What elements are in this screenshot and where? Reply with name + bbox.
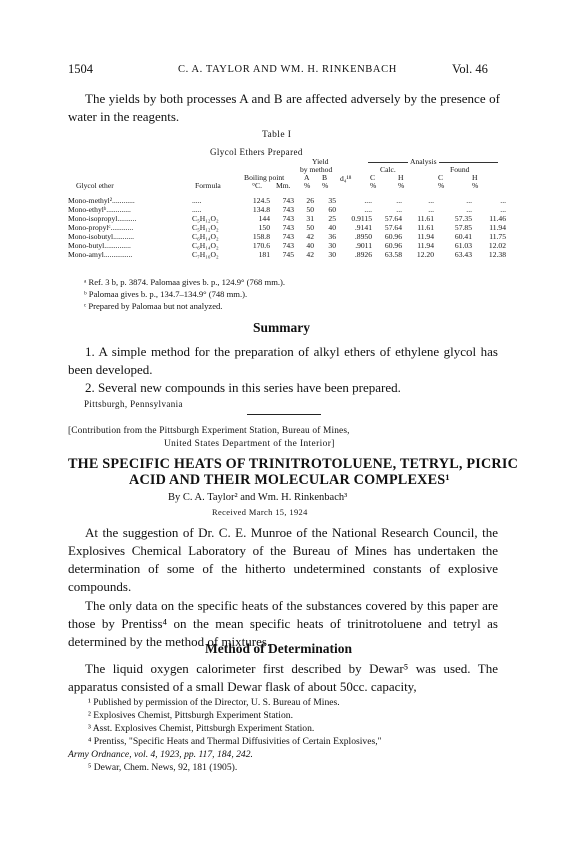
cell-name: Mono-propylᶜ............ [68, 223, 134, 232]
table-row [66, 232, 508, 241]
table-footnote: ᵃ Ref. 3 b, p. 3874. Palomaa gives b. p., 124.9° (768 mm.). [84, 277, 286, 287]
cell-formula: C₇H₁₆O₂ [192, 250, 219, 259]
footnote: ¹ Published by permission of the Director, U. S. Bureau of Mines. [88, 697, 340, 708]
cell-calc-h: 11.94 [417, 241, 434, 250]
cell-name: Mono-ethylᵇ............. [68, 205, 131, 214]
cell-bp-c: 158.8 [252, 232, 270, 241]
cell-d: .8950 [354, 232, 372, 241]
cell-bp-c: 170.6 [252, 241, 270, 250]
cell-found-h: 11.75 [489, 232, 506, 241]
header-b-pct: % [322, 181, 329, 190]
table-row [66, 223, 508, 232]
cell-formula: C₆H₁₄O₂ [192, 241, 219, 250]
cell-a: 50 [306, 223, 314, 232]
table-footnote: ᶜ Prepared by Palomaa but not analyzed. [84, 301, 223, 311]
table-row [66, 214, 508, 223]
cell-a: 40 [306, 241, 314, 250]
cell-bp-mm: 745 [282, 250, 294, 259]
cell-bp-c: 150 [258, 223, 270, 232]
cell-d: 0.9115 [351, 214, 372, 223]
cell-d: .... [364, 205, 372, 214]
cell-a: 42 [306, 250, 314, 259]
contribution-line: United States Department of the Interior] [164, 439, 335, 449]
cell-b: 25 [328, 214, 336, 223]
cell-name: Mono-isopropyl.......... [68, 214, 137, 223]
cell-name: Mono-methyl²............ [68, 196, 135, 205]
cell-found-h: ... [500, 205, 506, 214]
cell-a: 26 [306, 196, 314, 205]
cell-a: 31 [306, 214, 314, 223]
footnote: ⁴ Prentiss, "Specific Heats and Thermal Diffusivities of Certain Explosives," [88, 736, 382, 747]
running-title: C. A. TAYLOR AND WM. H. RINKENBACH [178, 64, 397, 75]
table-row [66, 205, 508, 214]
cell-found-h: 11.94 [489, 223, 506, 232]
cell-calc-h: 12.20 [416, 250, 434, 259]
header-calc: Calc. [380, 165, 396, 174]
article-paragraph: At the suggestion of Dr. C. E. Munroe of the National Research Council, the Explosives Chemical Laboratory of the Bureau of Mines has undertaken the determination of some of the hitherto undetermined constants of explosive compounds. [68, 525, 498, 594]
header-a-pct: % [304, 181, 311, 190]
cell-calc-c: 60.96 [384, 232, 402, 241]
cell-calc-c: 60.96 [384, 241, 402, 250]
section-divider [247, 414, 321, 415]
cell-calc-h: ... [428, 205, 434, 214]
cell-bp-c: 124.5 [252, 196, 270, 205]
article-paragraph: The only data on the specific heats of the substances covered by this paper are those by Prentiss⁴ on the mean specific heats of trinitrotoluene and tetryl as determined by the method of mixtures. [68, 598, 498, 649]
header-analysis: Analysis [410, 157, 437, 166]
header-pct-1: % [370, 181, 377, 190]
cell-b: 60 [328, 205, 336, 214]
header-pct-3: % [438, 181, 445, 190]
cell-found-h: 12.38 [488, 250, 506, 259]
volume-label: Vol. 46 [452, 62, 488, 76]
cell-name: Mono-isobutyl........... [68, 232, 135, 241]
article-title: THE SPECIFIC HEATS OF TRINITROTOLUENE, TETRYL, PICRIC [68, 456, 519, 472]
cell-name: Mono-amyl............... [68, 250, 133, 259]
header-yield-method: by method [300, 165, 333, 174]
header-formula: Formula [195, 181, 221, 190]
cell-bp-mm: 743 [282, 241, 294, 250]
table-label: Table I [262, 130, 292, 140]
header-found-h: H [472, 173, 478, 182]
cell-b: 30 [328, 250, 336, 259]
header-found-c: C [438, 173, 444, 182]
header-bp-mm: Mm. [276, 181, 291, 190]
page-number: 1504 [68, 62, 93, 76]
cell-b: 36 [328, 232, 336, 241]
cell-formula: C₅H₁₂O₂ [192, 223, 219, 232]
contribution-line: [Contribution from the Pittsburgh Experiment Station, Bureau of Mines, [68, 426, 350, 436]
cell-formula: ..... [192, 205, 202, 214]
cell-d: .9141 [354, 223, 372, 232]
cell-calc-h: 11.94 [417, 232, 434, 241]
footnote: ² Explosives Chemist, Pittsburgh Experiment Station. [88, 710, 293, 721]
cell-b: 30 [328, 241, 336, 250]
header-boiling-point: Boiling point [244, 173, 285, 182]
footnote: ⁵ Dewar, Chem. News, 92, 181 (1905). [88, 762, 238, 773]
cell-bp-c: 181 [258, 250, 270, 259]
summary-location: Pittsburgh, Pennsylvania [84, 399, 183, 409]
cell-found-c: ... [466, 196, 472, 205]
summary-item: 2. Several new compounds in this series have been prepared. [85, 380, 401, 395]
cell-found-h: 12.02 [488, 241, 506, 250]
cell-bp-mm: 743 [282, 232, 294, 241]
cell-calc-c: ... [396, 205, 402, 214]
summary-item: 1. A simple method for the preparation of alkyl ethers of ethylene glycol has been developed. [68, 344, 498, 377]
cell-calc-h: 11.61 [417, 223, 434, 232]
cell-a: 50 [306, 205, 314, 214]
summary-heading: Summary [253, 320, 310, 335]
cell-formula: C₆H₁₄O₂ [192, 232, 219, 241]
method-heading: Method of Determination [205, 641, 352, 656]
article-paragraph: The liquid oxygen calorimeter first described by Dewar⁵ was used. The apparatus consisted of a small Dewar flask of about 50cc. capacity, [68, 661, 498, 694]
header-a: A [304, 173, 310, 182]
header-calc-c: C [370, 173, 376, 182]
article-authors: By C. A. Taylor² and Wm. H. Rinkenbach³ [168, 492, 348, 503]
cell-b: 35 [328, 196, 336, 205]
cell-bp-mm: 743 [282, 205, 294, 214]
glycol-ethers-table [66, 196, 508, 259]
cell-found-c: 57.85 [454, 223, 472, 232]
table-row [66, 241, 508, 250]
cell-found-h: 11.46 [489, 214, 506, 223]
cell-bp-mm: 743 [282, 223, 294, 232]
cell-found-c: 63.43 [454, 250, 472, 259]
cell-b: 40 [328, 223, 336, 232]
header-density: d₄¹⁸ [340, 174, 352, 183]
cell-calc-h: 11.61 [417, 214, 434, 223]
cell-formula: C₅H₁₂O₂ [192, 214, 219, 223]
cell-found-c: 57.35 [454, 214, 472, 223]
cell-name: Mono-butyl.............. [68, 241, 131, 250]
intro-paragraph: The yields by both processes A and B are affected adversely by the presence of water in the reagents. [68, 91, 500, 124]
table-title: Glycol Ethers Prepared [210, 147, 303, 157]
cell-d: .8926 [354, 250, 372, 259]
cell-found-c: 61.03 [454, 241, 472, 250]
cell-found-h: ... [500, 196, 506, 205]
header-pct-4: % [472, 181, 479, 190]
cell-calc-c: 57.64 [384, 214, 402, 223]
header-calc-h: H [398, 173, 404, 182]
header-bp-c: °C. [252, 181, 263, 190]
table-row [66, 196, 508, 205]
table-footnote: ᵇ Palomaa gives b. p., 134.7–134.9° (748 mm.). [84, 289, 248, 299]
footnote: ³ Asst. Explosives Chemist, Pittsburgh Experiment Station. [88, 723, 315, 734]
header-glycol-ether: Glycol ether [76, 181, 114, 190]
cell-formula: ..... [192, 196, 202, 205]
article-title: ACID AND THEIR MOLECULAR COMPLEXES¹ [129, 472, 450, 488]
cell-calc-c: 63.58 [384, 250, 402, 259]
cell-d: .9011 [355, 241, 372, 250]
cell-bp-c: 134.8 [252, 205, 270, 214]
table-row [66, 250, 508, 259]
header-yield: Yield [312, 157, 329, 166]
received-date: Received March 15, 1924 [212, 508, 308, 517]
cell-calc-h: ... [428, 196, 434, 205]
table-header [68, 158, 500, 198]
header-found: Found [450, 165, 470, 174]
cell-found-c: ... [466, 205, 472, 214]
cell-a: 42 [306, 232, 314, 241]
cell-d: .... [364, 196, 372, 205]
header-b: B [322, 173, 328, 182]
footnote-continuation: Army Ordnance, vol. 4, 1923, pp. 117, 184, 242. [68, 749, 253, 760]
cell-bp-mm: 743 [282, 196, 294, 205]
cell-calc-c: ... [396, 196, 402, 205]
cell-bp-mm: 743 [282, 214, 294, 223]
header-pct-2: % [398, 181, 405, 190]
cell-found-c: 60.41 [454, 232, 472, 241]
cell-bp-c: 144 [258, 214, 270, 223]
cell-calc-c: 57.64 [384, 223, 402, 232]
